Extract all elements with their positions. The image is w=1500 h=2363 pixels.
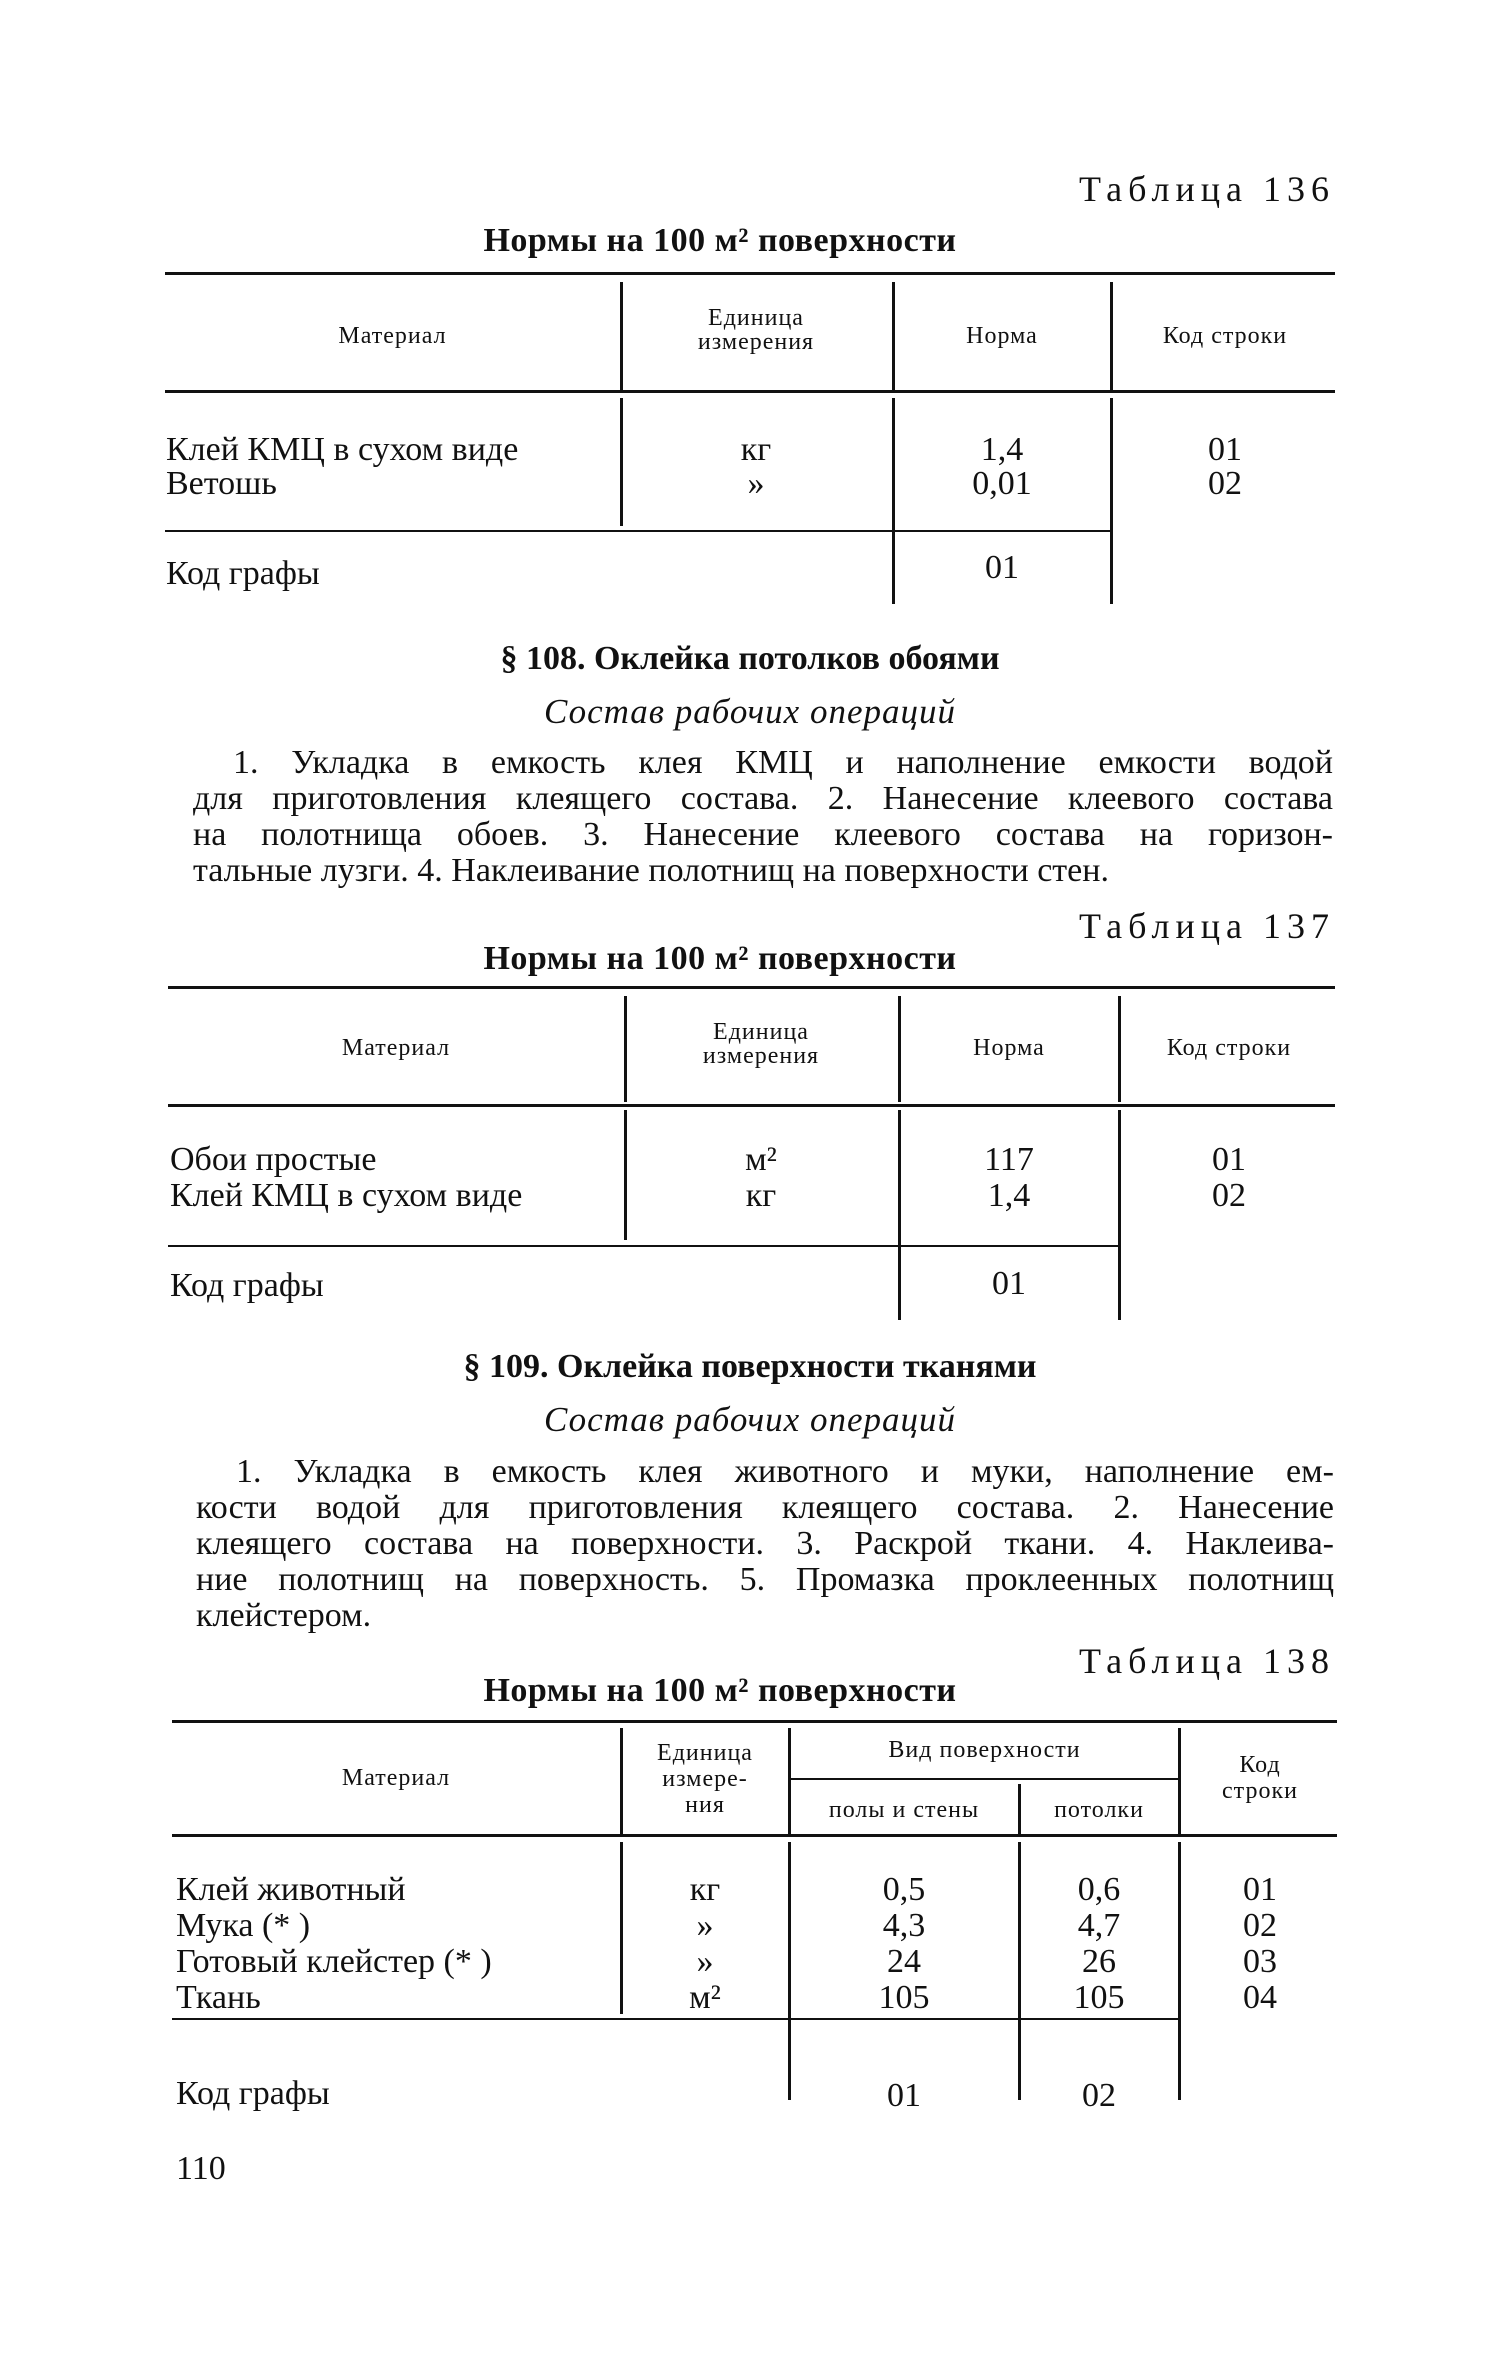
table-136-top-rule	[165, 272, 1335, 275]
header-unit-line: Единица	[713, 1019, 809, 1045]
table-138-header-material: Материал	[341, 1765, 451, 1791]
table-137-col-divider	[1118, 1110, 1121, 1320]
paragraph-line: для приготовления клеящего состава. 2. Нанесение клеевого состава	[193, 780, 1333, 817]
table-row-material: Клей животный	[176, 1871, 406, 1908]
header-unit-line: Единица	[708, 305, 804, 331]
table-136-footer-rule	[165, 530, 1110, 532]
table-137-title: Нормы на 100 м² поверхности	[483, 940, 957, 977]
paragraph-line: кости водой для приготовления клеящего состава. 2. Нанесение	[196, 1489, 1334, 1526]
table-row-unit: кг	[740, 431, 772, 468]
table-row-ceilings: 26	[1082, 1943, 1116, 1980]
table-row-code: 01	[1208, 431, 1242, 468]
table-137-footer-value: 01	[992, 1265, 1026, 1302]
table-137-top-rule	[168, 986, 1335, 989]
table-138-title: Нормы на 100 м² поверхности	[483, 1672, 957, 1709]
table-136-col-divider	[892, 398, 895, 604]
table-137-caption: Таблица 137	[1079, 906, 1335, 946]
table-row-norm: 0,01	[972, 465, 1032, 502]
table-row-material: Ветошь	[166, 465, 277, 502]
header-code-line: Код	[1239, 1752, 1281, 1778]
table-138-footer-rule	[172, 2018, 1178, 2020]
table-row-norm: 1,4	[980, 431, 1024, 468]
table-row-unit: кг	[745, 1177, 777, 1214]
table-row-unit: »	[696, 1907, 714, 1944]
section-109-paragraph	[196, 1454, 1334, 1634]
table-136-header-rule	[165, 390, 1335, 393]
table-136-header-norm: Норма	[966, 323, 1038, 349]
table-137-col-divider	[624, 996, 627, 1102]
section-108-paragraph	[193, 745, 1333, 889]
table-row-unit: кг	[689, 1871, 721, 1908]
table-138-col-divider	[620, 1728, 623, 1834]
table-136-header-unit	[625, 306, 887, 354]
table-137-header-code: Код строки	[1166, 1035, 1292, 1061]
table-138-col-divider	[620, 1842, 623, 2014]
table-138-subcol-divider	[1018, 1784, 1021, 1834]
table-138-footer-label: Код графы	[176, 2075, 330, 2112]
header-unit-line: Единица	[657, 1740, 753, 1766]
table-row-material: Обои простые	[170, 1141, 377, 1178]
table-row-ceilings: 0,6	[1077, 1871, 1121, 1908]
table-row-walls: 4,3	[882, 1907, 926, 1944]
paragraph-line: 1. Укладка в емкость клея животного и муки, наполнение ем-	[236, 1453, 1334, 1490]
paragraph-line: 1. Укладка в емкость клея КМЦ и наполнение емкости водой	[233, 744, 1333, 781]
table-137-header-rule	[168, 1104, 1335, 1107]
table-136-footer-value: 01	[985, 549, 1019, 586]
table-138-subheader-rule	[788, 1778, 1178, 1780]
table-138-caption: Таблица 138	[1079, 1641, 1335, 1681]
table-row-code: 01	[1212, 1141, 1246, 1178]
table-138-header-unit	[625, 1740, 785, 1818]
paragraph-line: тальные лузги. 4. Наклеивание полотнищ на поверхности стен.	[193, 852, 1109, 889]
table-row-unit: м²	[745, 1141, 777, 1178]
table-row-material: Готовый клейстер (* )	[176, 1943, 492, 1980]
table-137-header-material: Материал	[341, 1035, 451, 1061]
table-136-col-divider	[1110, 398, 1113, 604]
table-138-header-surface: Вид поверхности	[888, 1737, 1081, 1763]
table-137-col-divider	[1118, 996, 1121, 1102]
table-136-col-divider	[1110, 282, 1113, 390]
table-136-col-divider	[892, 282, 895, 390]
table-row-code: 02	[1208, 465, 1242, 502]
table-137-footer-label: Код графы	[170, 1267, 324, 1304]
page-number: 110	[176, 2150, 226, 2187]
table-row-code: 04	[1243, 1979, 1277, 2016]
table-138-header-rule	[172, 1834, 1337, 1837]
table-row-norm: 117	[984, 1141, 1034, 1178]
table-row-material: Клей КМЦ в сухом виде	[170, 1177, 523, 1214]
table-136-col-divider	[620, 282, 623, 390]
table-row-code: 02	[1212, 1177, 1246, 1214]
table-row-code: 02	[1243, 1907, 1277, 1944]
header-unit-line: измерения	[702, 1043, 820, 1069]
table-row-walls: 105	[878, 1979, 930, 2016]
table-136-footer-label: Код графы	[166, 555, 320, 592]
table-136-header-material: Материал	[338, 323, 447, 349]
table-136-caption: Таблица 136	[1079, 169, 1335, 209]
table-row-walls: 24	[887, 1943, 921, 1980]
table-row-material: Ткань	[176, 1979, 261, 2016]
table-137-col-divider	[898, 996, 901, 1102]
table-137-col-divider	[898, 1110, 901, 1320]
table-138-header-ceilings: потолки	[1054, 1797, 1144, 1823]
section-108-subheading: Состав рабочих операций	[543, 692, 957, 731]
table-136-col-divider	[620, 398, 623, 526]
table-row-material: Мука (* )	[176, 1907, 311, 1944]
table-row-material: Клей КМЦ в сухом виде	[166, 431, 519, 468]
table-138-header-floors-walls: полы и стены	[828, 1797, 980, 1823]
section-109-heading: § 109. Оклейка поверхности тканями	[463, 1348, 1037, 1385]
table-136-title: Нормы на 100 м² поверхности	[483, 222, 957, 259]
table-row-ceilings: 105	[1073, 1979, 1125, 2016]
paragraph-line: клеящего состава на поверхности. 3. Раскрой ткани. 4. Наклеива-	[196, 1525, 1334, 1562]
header-unit-line: ния	[685, 1792, 725, 1818]
table-row-code: 01	[1243, 1871, 1277, 1908]
table-138-top-rule	[172, 1720, 1337, 1723]
paragraph-line: ние полотнищ на поверхность. 5. Промазка проклеенных полотнищ	[196, 1561, 1334, 1598]
paragraph-line: на полотнища обоев. 3. Нанесение клеевого состава на горизон-	[193, 816, 1333, 853]
table-138-col-divider	[788, 1728, 791, 1834]
table-137-col-divider	[624, 1110, 627, 1240]
table-138-header-code	[1183, 1752, 1337, 1804]
table-row-walls: 0,5	[882, 1871, 926, 1908]
table-137-header-unit	[629, 1020, 893, 1068]
table-138-col-divider	[1178, 1728, 1181, 1834]
section-109-subheading: Состав рабочих операций	[543, 1400, 957, 1439]
section-108-heading: § 108. Оклейка потолков обоями	[500, 640, 1000, 677]
table-136-header-code: Код строки	[1162, 323, 1288, 349]
table-138-col-divider	[788, 1842, 791, 2100]
table-137-header-norm: Норма	[973, 1035, 1045, 1061]
table-138-col-divider	[1018, 1842, 1021, 2100]
header-code-line: строки	[1222, 1778, 1298, 1804]
table-row-norm: 1,4	[987, 1177, 1031, 1214]
header-unit-line: измере-	[662, 1766, 748, 1792]
table-138-col-divider	[1178, 1842, 1181, 2100]
table-138-footer-value-1: 01	[887, 2077, 921, 2114]
paragraph-line: клейстером.	[196, 1597, 372, 1634]
table-138-footer-value-2: 02	[1082, 2077, 1116, 2114]
table-137-footer-rule	[168, 1245, 1118, 1247]
table-row-code: 03	[1243, 1943, 1277, 1980]
header-unit-line: измерения	[697, 329, 815, 355]
table-row-ceilings: 4,7	[1077, 1907, 1121, 1944]
table-row-unit: м²	[689, 1979, 721, 2016]
table-row-unit: »	[747, 465, 765, 502]
table-row-unit: »	[696, 1943, 714, 1980]
